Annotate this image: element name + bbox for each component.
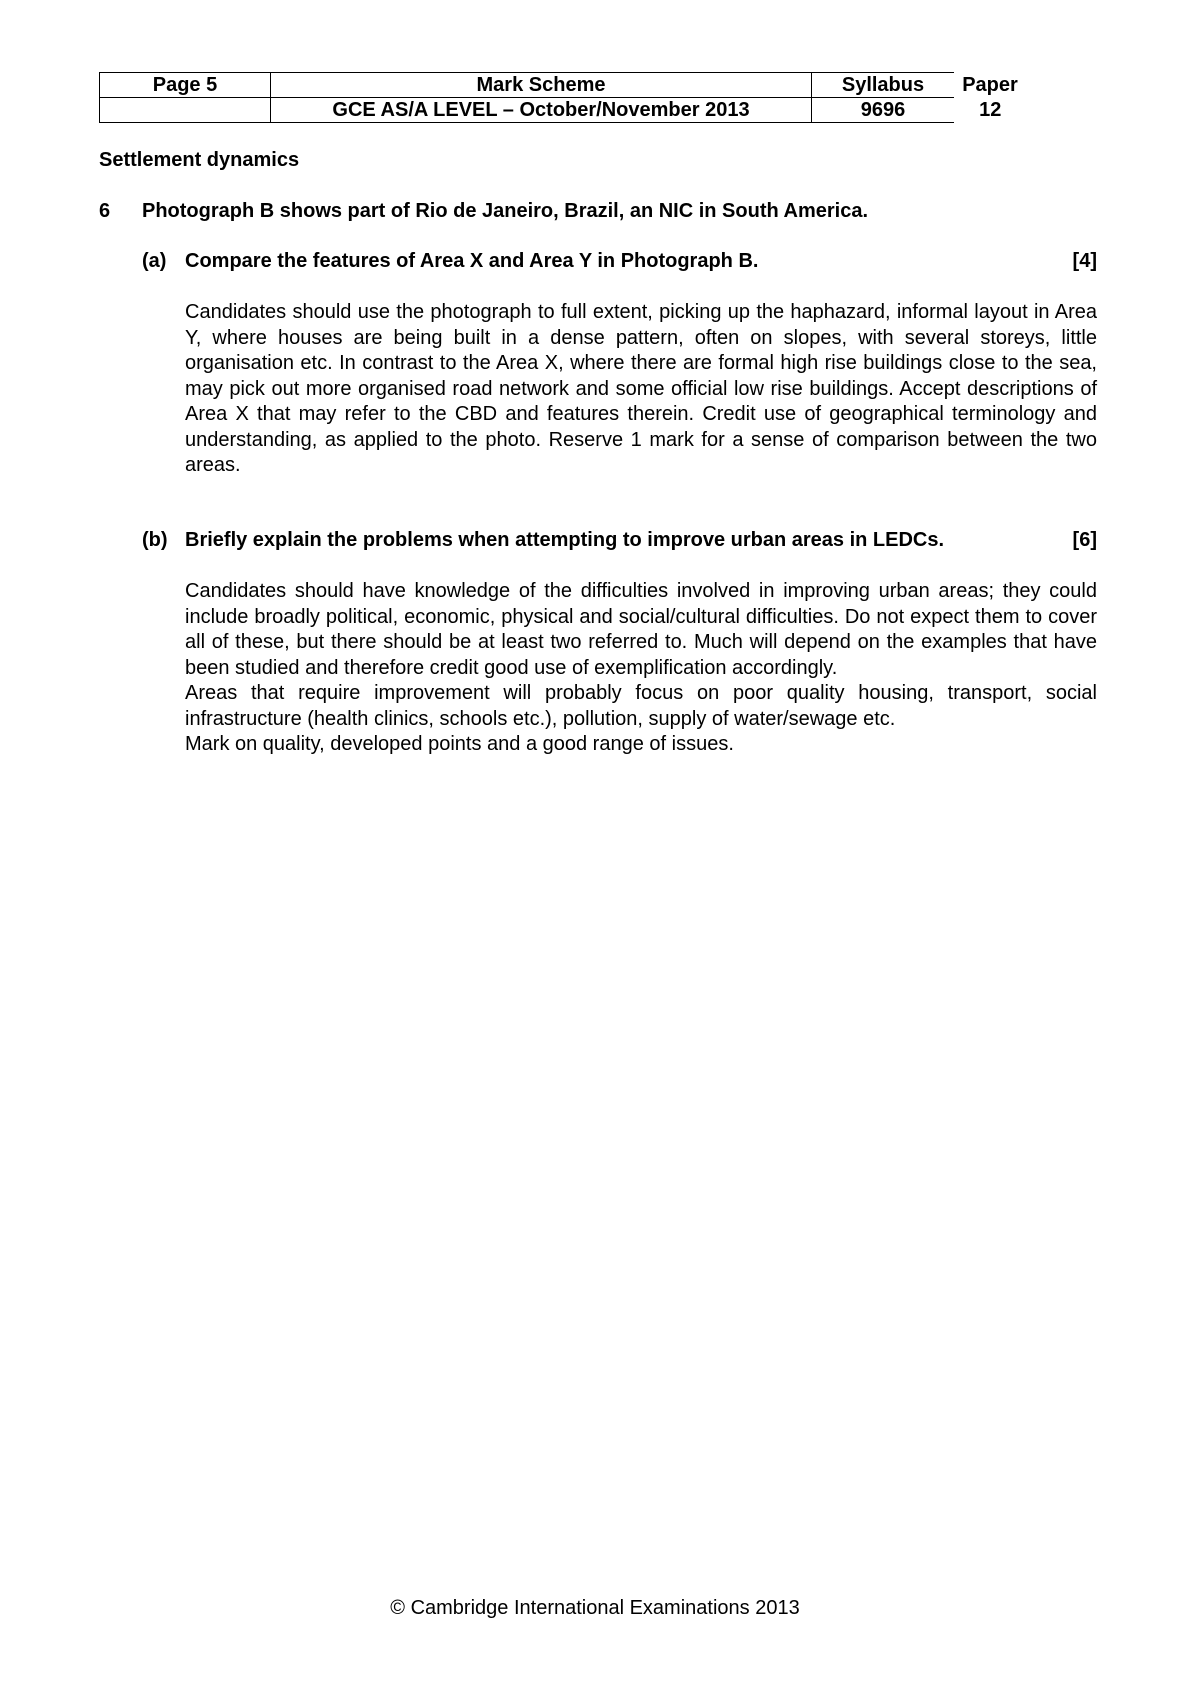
- part-b-answer-paragraph: Candidates should have knowledge of the difficulties involved in improving urban areas; they could include broadly political, economic, physical and social/cultural difficulties. Do not expect them to cover all of these, but there should be at least two referred to. Much will depend on the examples that have been studied and therefore credit good use of exemplification accordingly.: [185, 580, 1097, 679]
- header-table: [99, 72, 1027, 123]
- part-b-answer-paragraph: Areas that require improvement will probably focus on poor quality housing, transport, social infrastructure (health clinics, schools etc.), pollution, supply of water/sewage etc.: [185, 682, 1097, 730]
- page-label: Page 5: [100, 73, 271, 98]
- part-a-label: (a): [142, 250, 167, 272]
- paper-label: Paper: [962, 74, 1018, 96]
- document-subtitle: GCE AS/A LEVEL – October/November 2013: [271, 98, 812, 123]
- question-number: 6: [99, 200, 111, 222]
- header-row-2: [100, 98, 1027, 123]
- part-b-marks: [6]: [1072, 529, 1097, 551]
- part-b-label: (b): [142, 529, 168, 551]
- part-b-answer-paragraph: Mark on quality, developed points and a good range of issues.: [185, 733, 734, 755]
- part-b-prompt: Briefly explain the problems when attempting to improve urban areas in LEDCs.: [185, 529, 945, 551]
- page-empty-cell: [100, 98, 271, 123]
- part-a-answer: [185, 300, 1097, 479]
- part-a-prompt: Compare the features of Area X and Area Y in Photograph B.: [185, 250, 759, 272]
- syllabus-code: 9696: [812, 98, 955, 123]
- part-a-answer-paragraph: Candidates should use the photograph to full extent, picking up the haphazard, informal layout in Area Y, where houses are being built in a dense pattern, often on slopes, with several storeys, little organisation etc. In contrast to the Area X, where there are formal high rise buildings close to the sea, may pick out more organised road network and some official low rise buildings. Accept descriptions of Area X that may refer to the CBD and features therein. Credit use of geographical terminology and understanding, as applied to the photo. Reserve 1 mark for a sense of comparison between the two areas.: [185, 301, 1097, 476]
- question-text: Photograph B shows part of Rio de Janeiro, Brazil, an NIC in South America.: [142, 200, 869, 222]
- part-b-answer: [185, 579, 1097, 758]
- section-title: Settlement dynamics: [99, 149, 300, 171]
- footer-copyright: © Cambridge International Examinations 2013: [390, 1597, 800, 1619]
- part-a-marks: [4]: [1072, 250, 1097, 272]
- syllabus-label: Syllabus: [812, 73, 955, 98]
- document-title: Mark Scheme: [271, 73, 812, 98]
- header-row-1: [100, 73, 1027, 98]
- paper-number: 12: [979, 99, 1002, 121]
